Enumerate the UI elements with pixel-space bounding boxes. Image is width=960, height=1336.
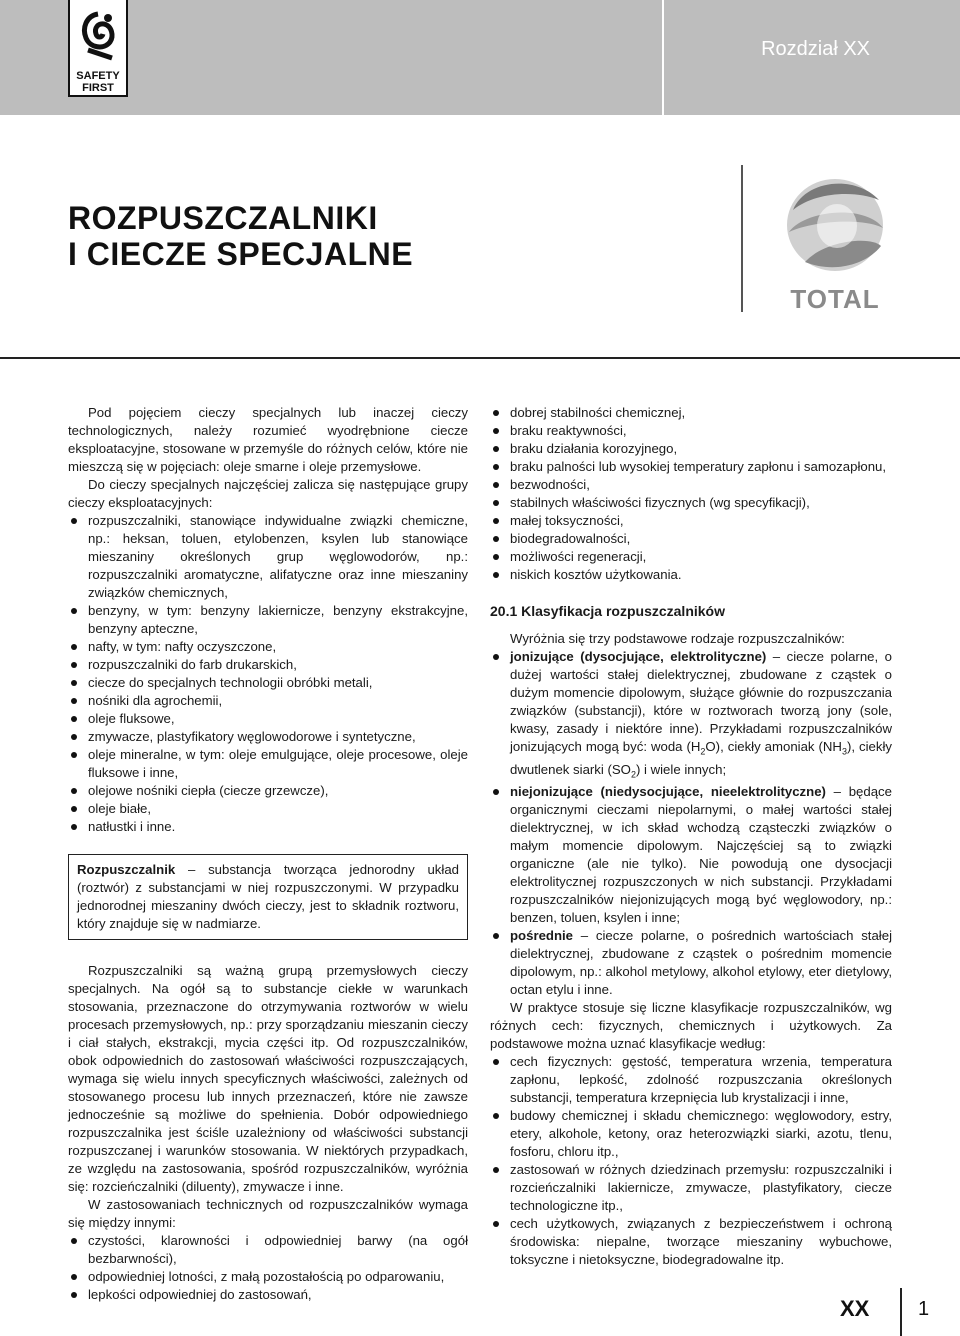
list-item bbox=[490, 783, 892, 927]
list-item: rozpuszczalniki, stanowiące indywidualne związki chemiczne, np.: heksan, toluen, etylobenzen, ksylen lub stanowiące mieszaniny określonych grup węglowodorów, np.: rozpuszczalniki aromatyczne, alifatyczne oraz inne mieszaniny związków chemicznych, bbox=[68, 512, 468, 602]
header-divider bbox=[662, 0, 664, 115]
intro-paragraph: Pod pojęciem cieczy specjalnych lub inaczej cieczy technologicznych, należy rozumieć wyodrębnione ciecze eksploatacyjne, stosowane w przemyśle do różnych celów, które nie mieszczą się w pojęciach: oleje smarne i oleje przemysłowe. bbox=[68, 405, 468, 474]
body-paragraph: W zastosowaniach technicznych od rozpuszczalników wymaga się między innymi: bbox=[68, 1197, 468, 1230]
safety-first-logo bbox=[68, 0, 128, 97]
type-term: pośrednie bbox=[510, 928, 574, 944]
footer-chapter-code: XX bbox=[840, 1296, 870, 1321]
body-paragraph: Rozpuszczalniki są ważną grupą przemysłowych cieczy specjalnych. Na ogół są to substancje ciekłe w warunkach stosowania, przeznaczone do otrzymywania roztworów w wielu procesach przemysłowych, np.: przy sporządzaniu mieszanin cieczy i ciał stałych, ekstrakcji, mycia części itp. Od rozpuszczalników, obok odpowiednich do zastosowań właściwości rozpuszczających, wymaga się wielu innych specyficznych właściwości, zależnych od stosowanego procesu lub innych przeznaczeń, które nie zawsze jednocześnie są możliwe do spełnienia. Dobór odpowiedniego rozpuszczalnika jest ściśle uzależniony od właściwości substancji rozpuszczanej i warunków stosowania. W niektórych przypadkach, ze względu na zastosowania, spośród rozpuszczalników, wyróżnia się: rozcieńczalniki (diluenty), zmywacze i inne. bbox=[68, 963, 468, 1194]
type-text: – ciecze polarne, o pośrednich wartościach stałej dielektrycznej, zbudowane z cząstek o pośrednim momencie dipolowym, np.: alkohol metylowy, alkohol etylowy, eter dietylowy, octan etylu i inne. bbox=[510, 928, 892, 998]
subscript: 3 bbox=[841, 746, 847, 757]
list-item: olejowe nośniki ciepła (ciecze grzewcze), bbox=[68, 782, 468, 800]
footer-divider bbox=[900, 1288, 902, 1336]
type-text: – ciecze polarne, o dużej wartości stałej dielektrycznej, zbudowane z cząstek o dużym momencie dipolowym, służące głównie do rozpuszczania związków (substancji), które w roztworach tworzą jony (sole, kwasy, zasady i niektóre inne). Przykładami rozpuszczalników jonizujących mogą być: woda (H bbox=[510, 649, 892, 754]
list-item: cech użytkowych, związanych z bezpieczeństwem i ochroną środowiska: niepalne, tworzące mieszaniny wybuchowe, toksyczne i nietoksyczne, biodegradowalne itp. bbox=[490, 1215, 892, 1269]
list-item bbox=[490, 648, 892, 783]
list-item: niskich kosztów użytkowania. bbox=[490, 566, 892, 584]
types-intro: Wyróżnia się trzy podstawowe rodzaje rozpuszczalników: bbox=[510, 631, 845, 646]
groups-intro: Do cieczy specjalnych najczęściej zalicza się następujące grupy cieczy eksploatacyjnych: bbox=[68, 477, 468, 510]
definition-text: – substancja tworząca jednorodny układ (roztwór) z substancjami w niej rozpuszczonymi. W przypadku jednorodnej mieszaniny dwóch cieczy, jest to składnik roztworu, który znajduje się w nadmiarze. bbox=[77, 862, 459, 931]
type-term: niejonizujące (niedysocjujące, nieelektrolityczne) bbox=[510, 784, 826, 800]
title-line: I CIECZE SPECJALNE bbox=[68, 236, 414, 272]
list-item: biodegradowalności, bbox=[490, 530, 892, 548]
requirements-list bbox=[68, 1232, 468, 1304]
safety-logo-line: SAFETY bbox=[76, 70, 120, 82]
list-item: zmywacze, plastyfikatory węglowodorowe i syntetyczne, bbox=[68, 728, 468, 746]
total-globe-icon bbox=[775, 170, 895, 315]
list-item: rozpuszczalniki do farb drukarskich, bbox=[68, 656, 468, 674]
list-item: możliwości regeneracji, bbox=[490, 548, 892, 566]
type-text: O), ciekły amoniak (NH bbox=[705, 739, 842, 754]
left-column bbox=[68, 404, 468, 1304]
type-term: jonizujące (dysocjujące, elektrolityczne) bbox=[510, 649, 767, 664]
total-wordmark: TOTAL bbox=[790, 284, 880, 314]
header-rule bbox=[0, 357, 960, 359]
safety-logo-line: FIRST bbox=[82, 82, 114, 94]
list-item: nośniki dla agrochemii, bbox=[68, 692, 468, 710]
list-item: stabilnych właściwości fizycznych (wg specyfikacji), bbox=[490, 494, 892, 512]
requirements-list-continued bbox=[490, 404, 892, 584]
list-item: natłustki i inne. bbox=[68, 818, 468, 836]
total-logo bbox=[775, 170, 895, 320]
list-item: czystości, klarowności i odpowiedniej barwy (na ogół bezbarwności), bbox=[68, 1232, 468, 1268]
list-item: braku palności lub wysokiej temperatury zapłonu i samozapłonu, bbox=[490, 458, 892, 476]
list-item: oleje białe, bbox=[68, 800, 468, 818]
list-item: braku działania korozyjnego, bbox=[490, 440, 892, 458]
list-item: oleje mineralne, w tym: oleje emulgujące, oleje procesowe, oleje fluksowe i inne, bbox=[68, 746, 468, 782]
subscript: 2 bbox=[700, 746, 706, 757]
definition-box bbox=[68, 854, 468, 940]
section-heading: 20.1 Klasyfikacja rozpuszczalników bbox=[490, 603, 725, 619]
list-item bbox=[490, 927, 892, 999]
type-text: ), ciekły dwutlenek siarki (SO bbox=[510, 739, 893, 777]
classification-list bbox=[490, 1053, 892, 1269]
chapter-label: Rozdział XX bbox=[761, 38, 870, 60]
list-item: odpowiedniej lotności, z małą pozostałością po odparowaniu, bbox=[68, 1268, 468, 1286]
list-item: dobrej stabilności chemicznej, bbox=[490, 404, 892, 422]
list-item: cech fizycznych: gęstość, temperatura wrzenia, temperatura zapłonu, lepkość, zdolność rozpuszczania określonych substancji, temperatura krzepnięcia lub krystalizacji i inne, bbox=[490, 1053, 892, 1107]
list-item: budowy chemicznej i składu chemicznego: węglowodory, estry, etery, alkohole, ketony, oraz heterozwiązki siarki, azotu, tlenu, fosforu, chloru itp., bbox=[490, 1107, 892, 1161]
right-column bbox=[490, 404, 892, 1269]
list-item: nafty, w tym: nafty oczyszczone, bbox=[68, 638, 468, 656]
list-item: lepkości odpowiedniej do zastosowań, bbox=[68, 1286, 468, 1304]
types-list bbox=[490, 648, 892, 999]
groups-list bbox=[68, 512, 468, 836]
page-title bbox=[68, 200, 413, 272]
type-text: ) i wiele innych; bbox=[635, 761, 727, 777]
list-item: oleje fluksowe, bbox=[68, 710, 468, 728]
subscript: 2 bbox=[630, 769, 636, 780]
list-item: małej toksyczności, bbox=[490, 512, 892, 530]
definition-term: Rozpuszczalnik bbox=[77, 862, 176, 877]
safety-swirl-icon bbox=[78, 10, 118, 66]
title-line: ROZPUSZCZALNIKI bbox=[68, 200, 378, 236]
header-bar bbox=[0, 0, 960, 115]
list-item: zastosowań w różnych dziedzinach przemysłu: rozpuszczalniki i rozcieńczalniki lakiernicze, zmywacze, plastyfikatory, ciecze technologiczne itp., bbox=[490, 1161, 892, 1215]
list-item: benzyny, w tym: benzyny lakiernicze, benzyny ekstrakcyjne, benzyny apteczne, bbox=[68, 602, 468, 638]
list-item: ciecze do specjalnych technologii obróbki metali, bbox=[68, 674, 468, 692]
list-item: bezwodności, bbox=[490, 476, 892, 494]
brand-divider bbox=[741, 165, 743, 312]
page-number: 1 bbox=[918, 1298, 930, 1320]
list-item: braku reaktywności, bbox=[490, 422, 892, 440]
classification-intro: W praktyce stosuje się liczne klasyfikacje rozpuszczalników, wg różnych cech: fizycznych, chemicznych i użytkowych. Za podstawowe można uznać klasyfikacje według: bbox=[490, 1000, 892, 1052]
type-text: – będące organicznymi cieczami niepolarnymi, o małej wartości stałej dielektrycznej, w ich skład wchodzą cząsteczki związków o małym momencie dipolowym. Najczęściej są to związki organiczne (ale nie tylko). Nie powodują one dysocjacji elektrolitycznej rozpuszczonych w nich substancji. Przykładami rozpuszczalników niejonizujących mogą być węglowodory, np.: benzen, toluen, ksylen i inne; bbox=[510, 784, 892, 926]
